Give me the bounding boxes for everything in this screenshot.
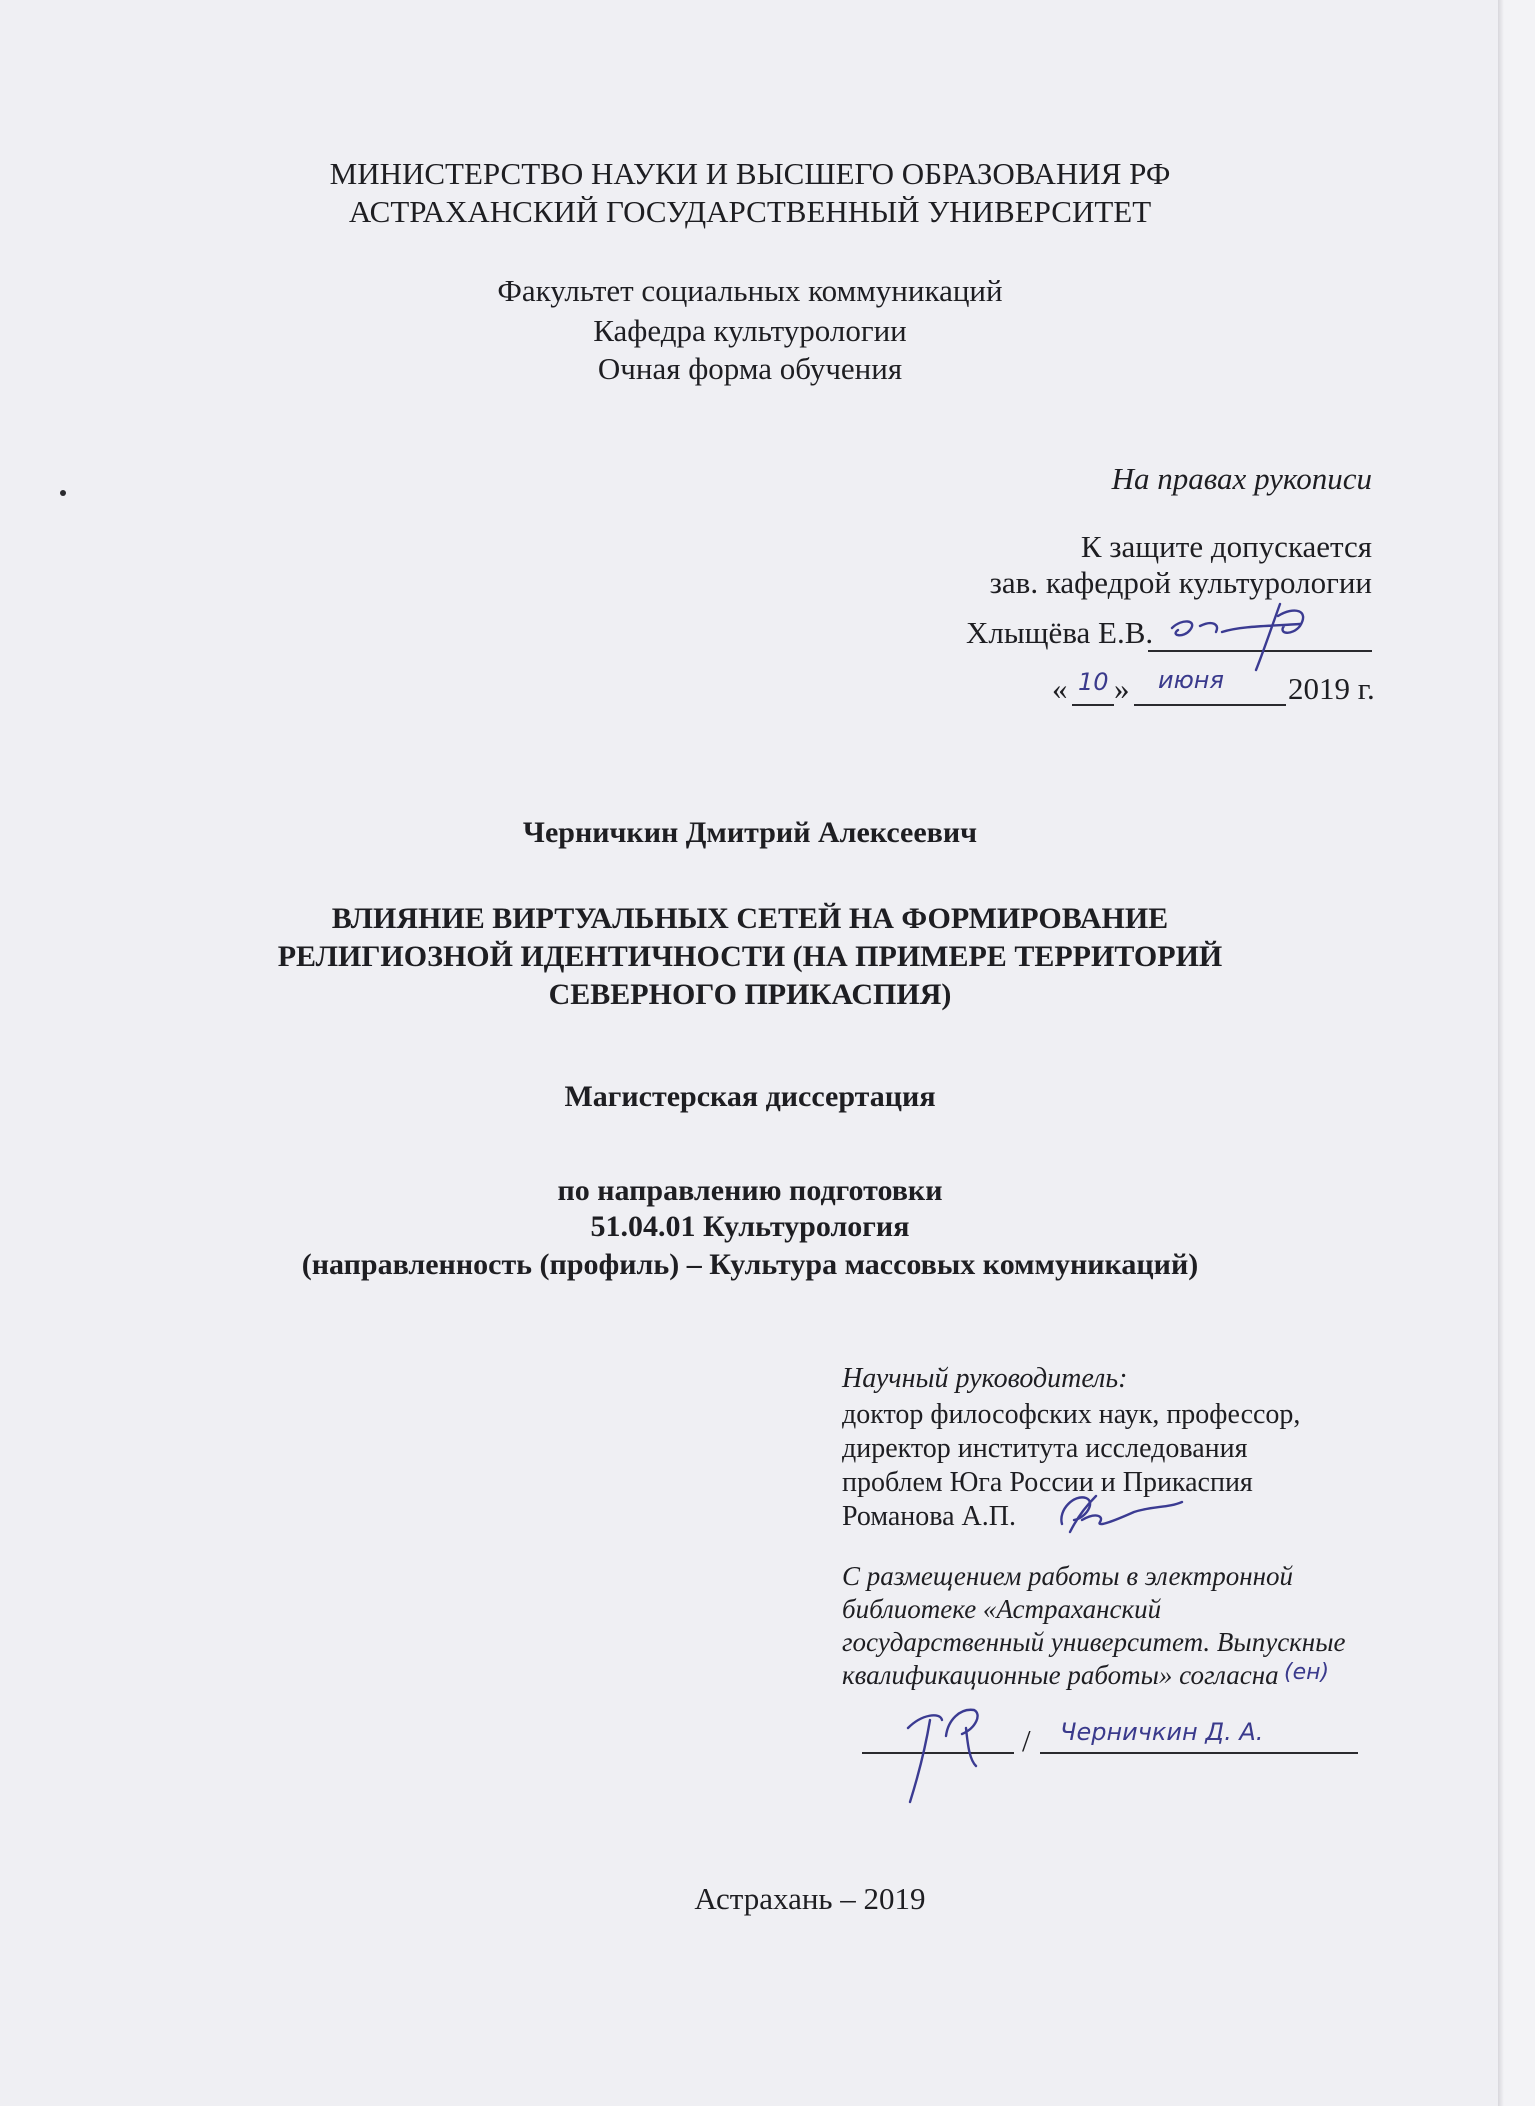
consent-line-2: библиотеке «Астраханский (842, 1594, 1162, 1624)
consent-handwritten-name: Черничкин Д. А. (1060, 1718, 1264, 1746)
consent-signature (896, 1690, 1026, 1810)
date-day-line (1072, 704, 1114, 706)
consent-line-3: государственный университет. Выпускные (842, 1627, 1346, 1657)
date-year: 2019 г. (1288, 671, 1375, 706)
consent-name-line (1040, 1752, 1358, 1754)
program-line-1: по направлению подготовки (557, 1174, 943, 1207)
supervisor-label: Научный руководитель: (842, 1363, 1128, 1394)
paper-edge (1498, 0, 1535, 2106)
supervisor-position-2: проблем Юга России и Прикаспия (842, 1467, 1253, 1498)
author-name: Черничкин Дмитрий Алексеевич (522, 816, 978, 849)
supervisor-degree: доктор философских наук, профессор, (842, 1399, 1301, 1430)
head-name: Хлыщёва Е.В. (966, 615, 1154, 650)
consent-separator: / (1022, 1723, 1031, 1758)
study-form-line: Очная форма обучения (597, 351, 903, 386)
manuscript-rights-label: На правах рукописи (1111, 461, 1372, 496)
supervisor-signature (1056, 1490, 1206, 1540)
date-month-line (1134, 704, 1286, 706)
date-day: 10 (1078, 668, 1109, 696)
head-signature (1160, 596, 1350, 676)
supervisor-position-1: директор института исследования (842, 1433, 1248, 1464)
admitted-label: К защите допускается (1080, 529, 1372, 564)
date-close-quote: » (1114, 671, 1130, 706)
program-line-2: 51.04.01 Культурология (590, 1210, 910, 1243)
work-type: Магистерская диссертация (564, 1080, 936, 1113)
date-month: июня (1158, 666, 1224, 694)
head-of-department-title: зав. кафедрой культурологии (989, 565, 1372, 600)
consent-line-1: С размещением работы в электронной (842, 1561, 1294, 1591)
thesis-title-line-3: СЕВЕРНОГО ПРИКАСПИЯ) (548, 978, 952, 1011)
date-open-quote: « (1052, 671, 1068, 706)
ministry-heading: МИНИСТЕРСТВО НАУКИ И ВЫСШЕГО ОБРАЗОВАНИЯ РФ (329, 156, 1171, 191)
department-line: Кафедра культурологии (593, 313, 907, 348)
program-line-3: (направленность (профиль) – Культура массовых коммуникаций) (301, 1248, 1199, 1281)
thesis-title-line-1: ВЛИЯНИЕ ВИРТУАЛЬНЫХ СЕТЕЙ НА ФОРМИРОВАНИЕ (331, 902, 1169, 935)
thesis-title-line-2: РЕЛИГИОЗНОЙ ИДЕНТИЧНОСТИ (НА ПРИМЕРЕ ТЕРРИТОРИЙ (277, 940, 1223, 973)
consent-handwritten-mark: (ен) (1284, 1660, 1330, 1685)
city-year: Астрахань – 2019 (694, 1881, 926, 1916)
bullet-mark (60, 490, 66, 496)
faculty-line: Факультет социальных коммуникаций (497, 273, 1003, 308)
consent-line-4: квалификационные работы» согласна (842, 1660, 1279, 1690)
university-heading: АСТРАХАНСКИЙ ГОСУДАРСТВЕННЫЙ УНИВЕРСИТЕТ (348, 194, 1152, 229)
supervisor-name: Романова А.П. (842, 1501, 1017, 1532)
